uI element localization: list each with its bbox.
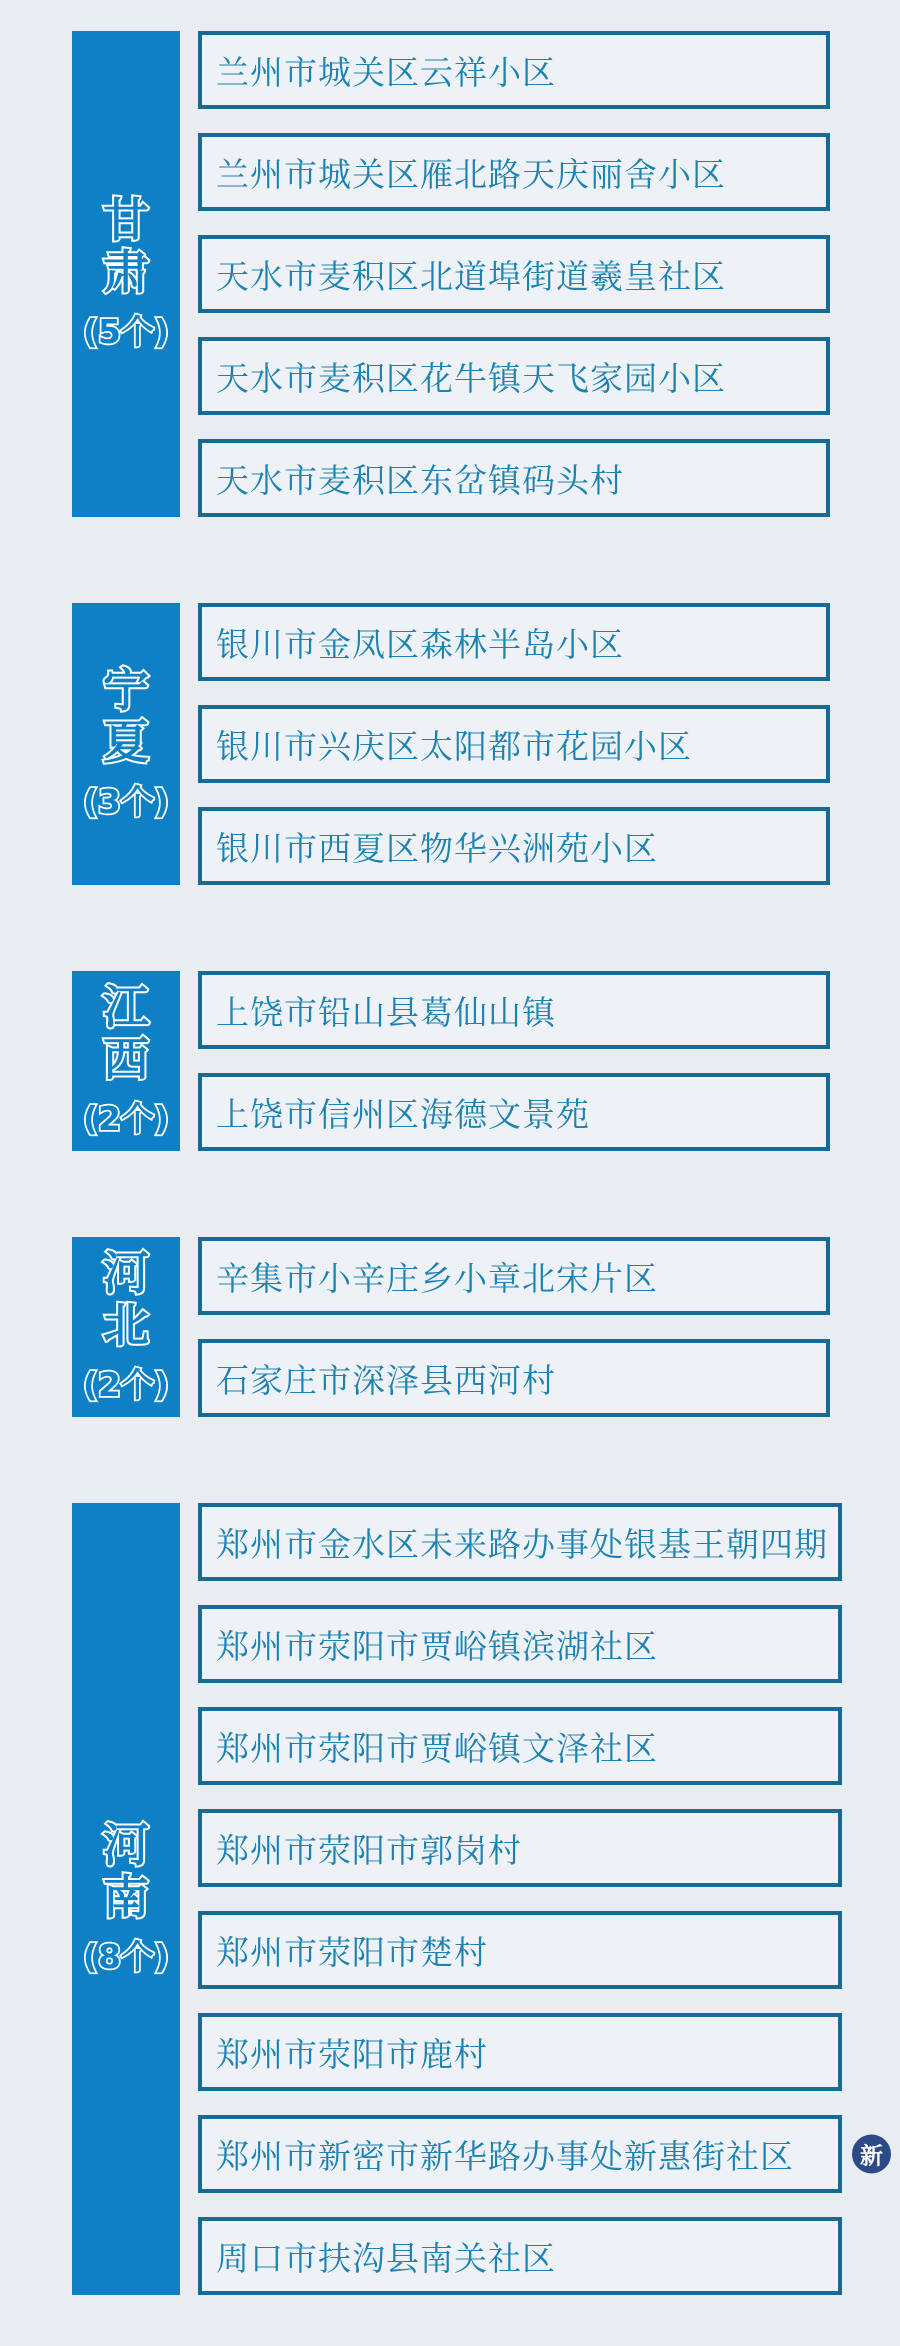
area-name: 郑州市金水区未来路办事处银基王朝四期 [216, 1524, 828, 1564]
province-section [72, 1237, 830, 1417]
area-list-item [198, 337, 830, 415]
area-name: 郑州市荥阳市贾峪镇文泽社区 [216, 1728, 658, 1768]
area-list-item [198, 603, 830, 681]
area-list-item [198, 2115, 883, 2193]
province-name [103, 192, 149, 299]
area-list-item [198, 807, 830, 885]
area-list-item [198, 1707, 842, 1785]
area-list-item [198, 705, 830, 783]
area-list-item [198, 1339, 830, 1417]
area-list-item [198, 1237, 830, 1315]
province-name-char: 河 [103, 1817, 149, 1872]
area-list-item [198, 1073, 830, 1151]
province-items [198, 1237, 830, 1417]
province-section [72, 603, 830, 885]
area-name: 上饶市信州区海德文景苑 [216, 1094, 590, 1134]
area-name: 兰州市城关区云祥小区 [216, 52, 556, 92]
province-name [103, 1817, 149, 1924]
province-name-char: 甘 [103, 192, 149, 247]
province-name-char: 西 [103, 1031, 149, 1086]
area-list-item [198, 133, 830, 211]
area-name: 周口市扶沟县南关社区 [216, 2238, 556, 2278]
province-section [72, 31, 830, 517]
province-label-bar [72, 1237, 180, 1417]
province-count: (5个) [82, 312, 170, 352]
area-name: 郑州市荥阳市鹿村 [216, 2034, 488, 2074]
area-name: 郑州市新密市新华路办事处新惠街社区 [216, 2136, 794, 2176]
area-name: 郑州市荥阳市郭岗村 [216, 1830, 522, 1870]
province-name-char: 南 [103, 1869, 149, 1924]
area-name: 银川市金凤区森林半岛小区 [216, 624, 624, 664]
province-name [103, 979, 149, 1086]
area-name: 银川市兴庆区太阳都市花园小区 [216, 726, 692, 766]
province-name-char: 河 [103, 1245, 149, 1300]
new-badge: 新 [852, 2135, 891, 2174]
area-name: 郑州市荥阳市楚村 [216, 1932, 488, 1972]
province-items [198, 1503, 883, 2295]
province-name-char: 肃 [103, 244, 149, 299]
area-list-item [198, 235, 830, 313]
province-name-char: 宁 [103, 662, 149, 717]
area-list-item [198, 1605, 842, 1683]
area-name: 天水市麦积区花牛镇天飞家园小区 [216, 358, 726, 398]
area-list-item [198, 2217, 842, 2295]
area-name: 辛集市小辛庄乡小章北宋片区 [216, 1258, 658, 1298]
area-list-item [198, 31, 830, 109]
province-items [198, 31, 830, 517]
area-name: 天水市麦积区北道埠街道羲皇社区 [216, 256, 726, 296]
area-name: 郑州市荥阳市贾峪镇滨湖社区 [216, 1626, 658, 1666]
area-name: 上饶市铅山县葛仙山镇 [216, 992, 556, 1032]
province-name [103, 662, 149, 769]
province-items [198, 603, 830, 885]
province-section [72, 1503, 883, 2295]
province-label-bar [72, 31, 180, 517]
province-count: (8个) [82, 1937, 170, 1977]
province-label-bar [72, 1503, 180, 2295]
area-list-item [198, 1503, 842, 1581]
province-name [103, 1245, 149, 1352]
area-list-item [198, 971, 830, 1049]
area-name: 石家庄市深泽县西河村 [216, 1360, 556, 1400]
area-name: 银川市西夏区物华兴洲苑小区 [216, 828, 658, 868]
province-count: (2个) [82, 1365, 170, 1405]
province-count: (3个) [82, 782, 170, 822]
area-name: 兰州市城关区雁北路天庆丽舍小区 [216, 154, 726, 194]
province-label-bar [72, 603, 180, 885]
area-name: 天水市麦积区东岔镇码头村 [216, 460, 624, 500]
province-section [72, 971, 830, 1151]
area-list-item [198, 1809, 842, 1887]
area-list-item [198, 439, 830, 517]
area-list-item [198, 1911, 842, 1989]
area-list-item [198, 2013, 842, 2091]
province-label-bar [72, 971, 180, 1151]
province-name-char: 夏 [103, 714, 149, 769]
province-items [198, 971, 830, 1151]
province-count: (2个) [82, 1099, 170, 1139]
province-name-char: 江 [103, 979, 149, 1034]
province-name-char: 北 [103, 1297, 149, 1352]
